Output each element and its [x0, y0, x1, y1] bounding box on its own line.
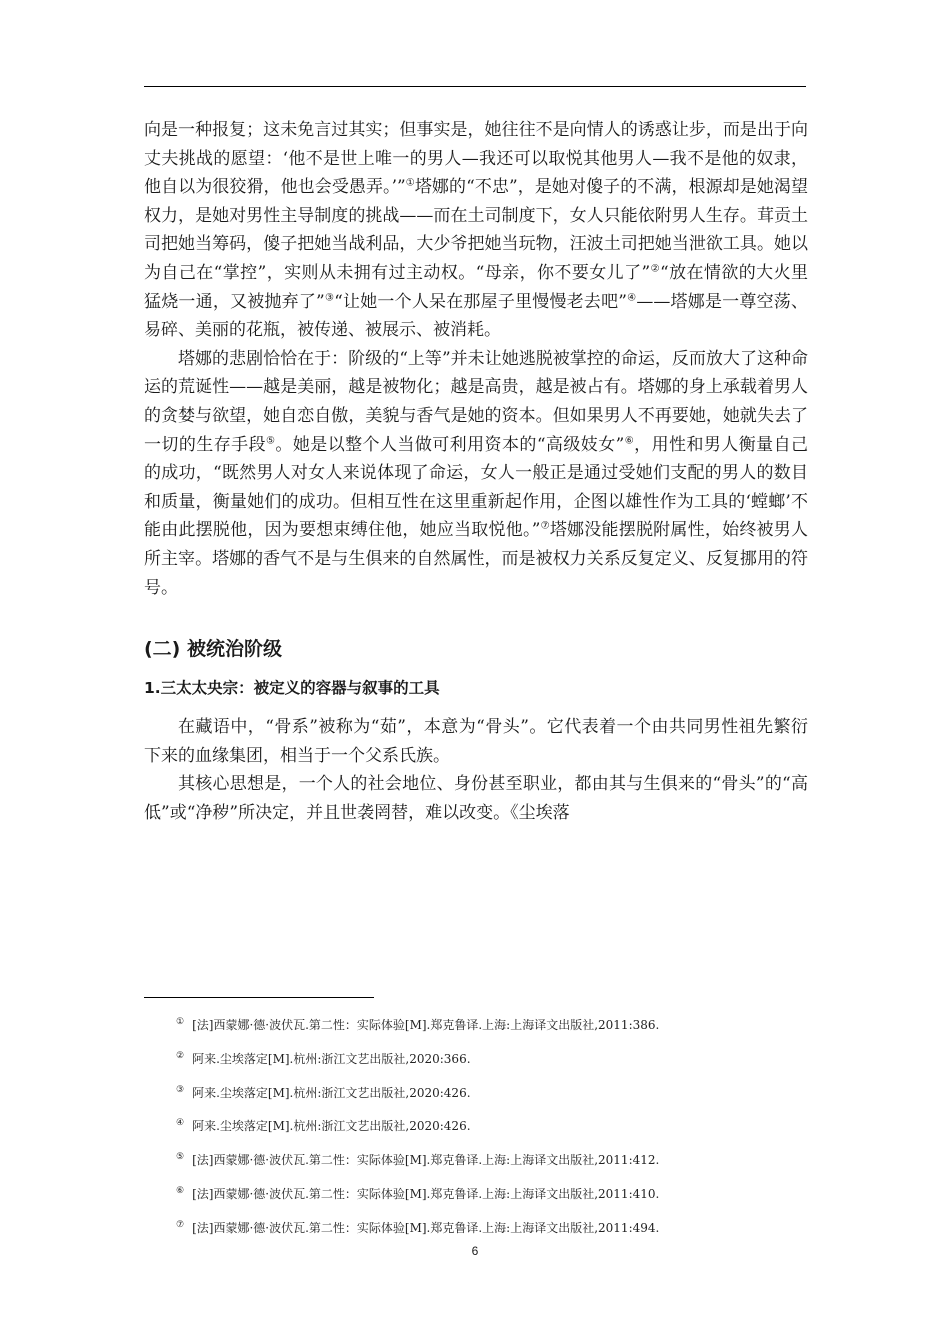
footnote [176, 1184, 816, 1202]
body-paragraph: 其核心思想是，一个人的社会地位、身份甚至职业，都由其与生俱来的“骨头”的“高低”或“净秽”所决定，并且世袭罔替，难以改变。《尘埃落 [144, 774, 808, 823]
footnote-ref[interactable]: ③ [324, 291, 335, 303]
footnote-ref[interactable]: ⑦ [540, 520, 550, 532]
text-run: 。她是以整个人当做可利用资本的“高级妓女” [275, 434, 625, 455]
text-run: ——塔娜是一尊空荡、易碎、美丽的花瓶，被传递、被展示、被消耗。 [144, 291, 808, 341]
footnote-mark: ⑤ [176, 1152, 185, 1163]
text-run: “放在情欲的大火里猛烧一通，又被抛弃了” [144, 262, 808, 312]
header-rule [144, 86, 806, 87]
footnote-ref[interactable]: ④ [626, 291, 637, 303]
footnote-rule [144, 997, 374, 998]
footnote-text: 阿来.尘埃落定[M].杭州:浙江文艺出版社,2020:426. [192, 1085, 471, 1100]
footnote-ref[interactable]: ② [650, 263, 660, 275]
body-paragraph [144, 345, 808, 602]
footnote-mark: ① [176, 1017, 185, 1027]
text-run: “让她一个人呆在那屋子里慢慢老去吧” [334, 291, 627, 312]
footnote-ref[interactable]: ⑥ [624, 434, 635, 446]
body-paragraph: 在藏语中，“骨系”被称为“茹”，本意为“骨头”。它代表着一个由共同男性祖先繁衍下来的血缘集团，相当于一个父系氏族。 [144, 717, 808, 766]
text-run: 塔娜没能摆脱附属性，始终被男人所主宰。塔娜的香气不是与生俱来的自然属性，而是被权力关系反复定义、反复挪用的符号。 [144, 520, 808, 598]
footnote-text: [法]西蒙娜·德·波伏瓦.第二性：实际体验[M].郑克鲁译.上海:上海译文出版社,2011:494. [192, 1220, 660, 1235]
footnote [176, 1049, 816, 1067]
footnote-mark: ④ [176, 1118, 185, 1129]
body-paragraph [144, 116, 808, 345]
text-run: 向是一种报复；这未免言过其实；但事实是，她往往不是向情人的诱惑让步，而是出于向丈夫挑战的愿望：‘他不是世上唯一的男人—我还可以取悦其他男人—我不是他的奴隶，他自以为很狡猾，他也会受愚弄。’” [144, 120, 808, 198]
page-number: 6 [471, 1244, 479, 1258]
footnote-text: 阿来.尘埃落定[M].杭州:浙江文艺出版社,2020:426. [192, 1119, 471, 1134]
footnote-text: [法]西蒙娜·德·波伏瓦.第二性：实际体验[M].郑克鲁译.上海:上海译文出版社,2011:412. [192, 1153, 660, 1168]
footnote-mark: ③ [176, 1084, 185, 1095]
subsection-heading: 1.三太太央宗：被定义的容器与叙事的工具 [144, 679, 440, 698]
footnote-mark: ⑦ [176, 1219, 185, 1230]
section-heading: (二) 被统治阶级 [144, 638, 282, 661]
footnote-text: 阿来.尘埃落定[M].杭州:浙江文艺出版社,2020:366. [192, 1051, 471, 1066]
footnote [176, 1218, 816, 1236]
footnote-ref[interactable]: ⑤ [266, 434, 276, 446]
footnote [176, 1116, 816, 1134]
footnote-mark: ⑥ [176, 1185, 185, 1196]
footnote [176, 1150, 816, 1168]
footnote-ref[interactable]: ① [405, 177, 415, 189]
footnote-text: [法]西蒙娜·德·波伏瓦.第二性：实际体验[M].郑克鲁译.上海:上海译文出版社,2011:386. [192, 1018, 660, 1032]
footnote [176, 1015, 816, 1033]
text-run: ，用性和男人衡量自己的成功，“既然男人对女人来说体现了命运，女人一般正是通过受她们支配的男人的数目和质量，衡量她们的成功。但相互性在这里重新起作用，企图以雄性作为工具的‘螳螂’不能由此摆脱他，因为要想束缚住他，她应当取悦他。” [144, 434, 809, 541]
text-run: 塔娜的“不忠”，是她对傻子的不满，根源却是她渴望权力，是她对男性主导制度的挑战——而在土司制度下，女人只能依附男人生存。茸贡土司把她当筹码，傻子把她当战利品，大少爷把她当玩物，汪波土司把她当泄欲工具。她以为自己在“掌控”，实则从未拥有过主动权。“母亲，你不要女儿了” [144, 177, 808, 283]
footnote [176, 1083, 816, 1101]
footnotes [176, 1015, 816, 1252]
main-text [144, 116, 808, 827]
footnote-mark: ② [176, 1050, 185, 1061]
footnote-text: [法]西蒙娜·德·波伏瓦.第二性：实际体验[M].郑克鲁译.上海:上海译文出版社,2011:410. [192, 1186, 660, 1201]
text-run: 塔娜的悲剧恰恰在于：阶级的“上等”并未让她逃脱被掌控的命运，反而放大了这种命运的荒诞性——越是美丽，越是被物化；越是高贵，越是被占有。塔娜的身上承载着男人的贪婪与欲望，她自恋自傲，美貌与香气是她的资本。但如果男人不再要她，她就失去了一切的生存手段 [144, 348, 808, 455]
